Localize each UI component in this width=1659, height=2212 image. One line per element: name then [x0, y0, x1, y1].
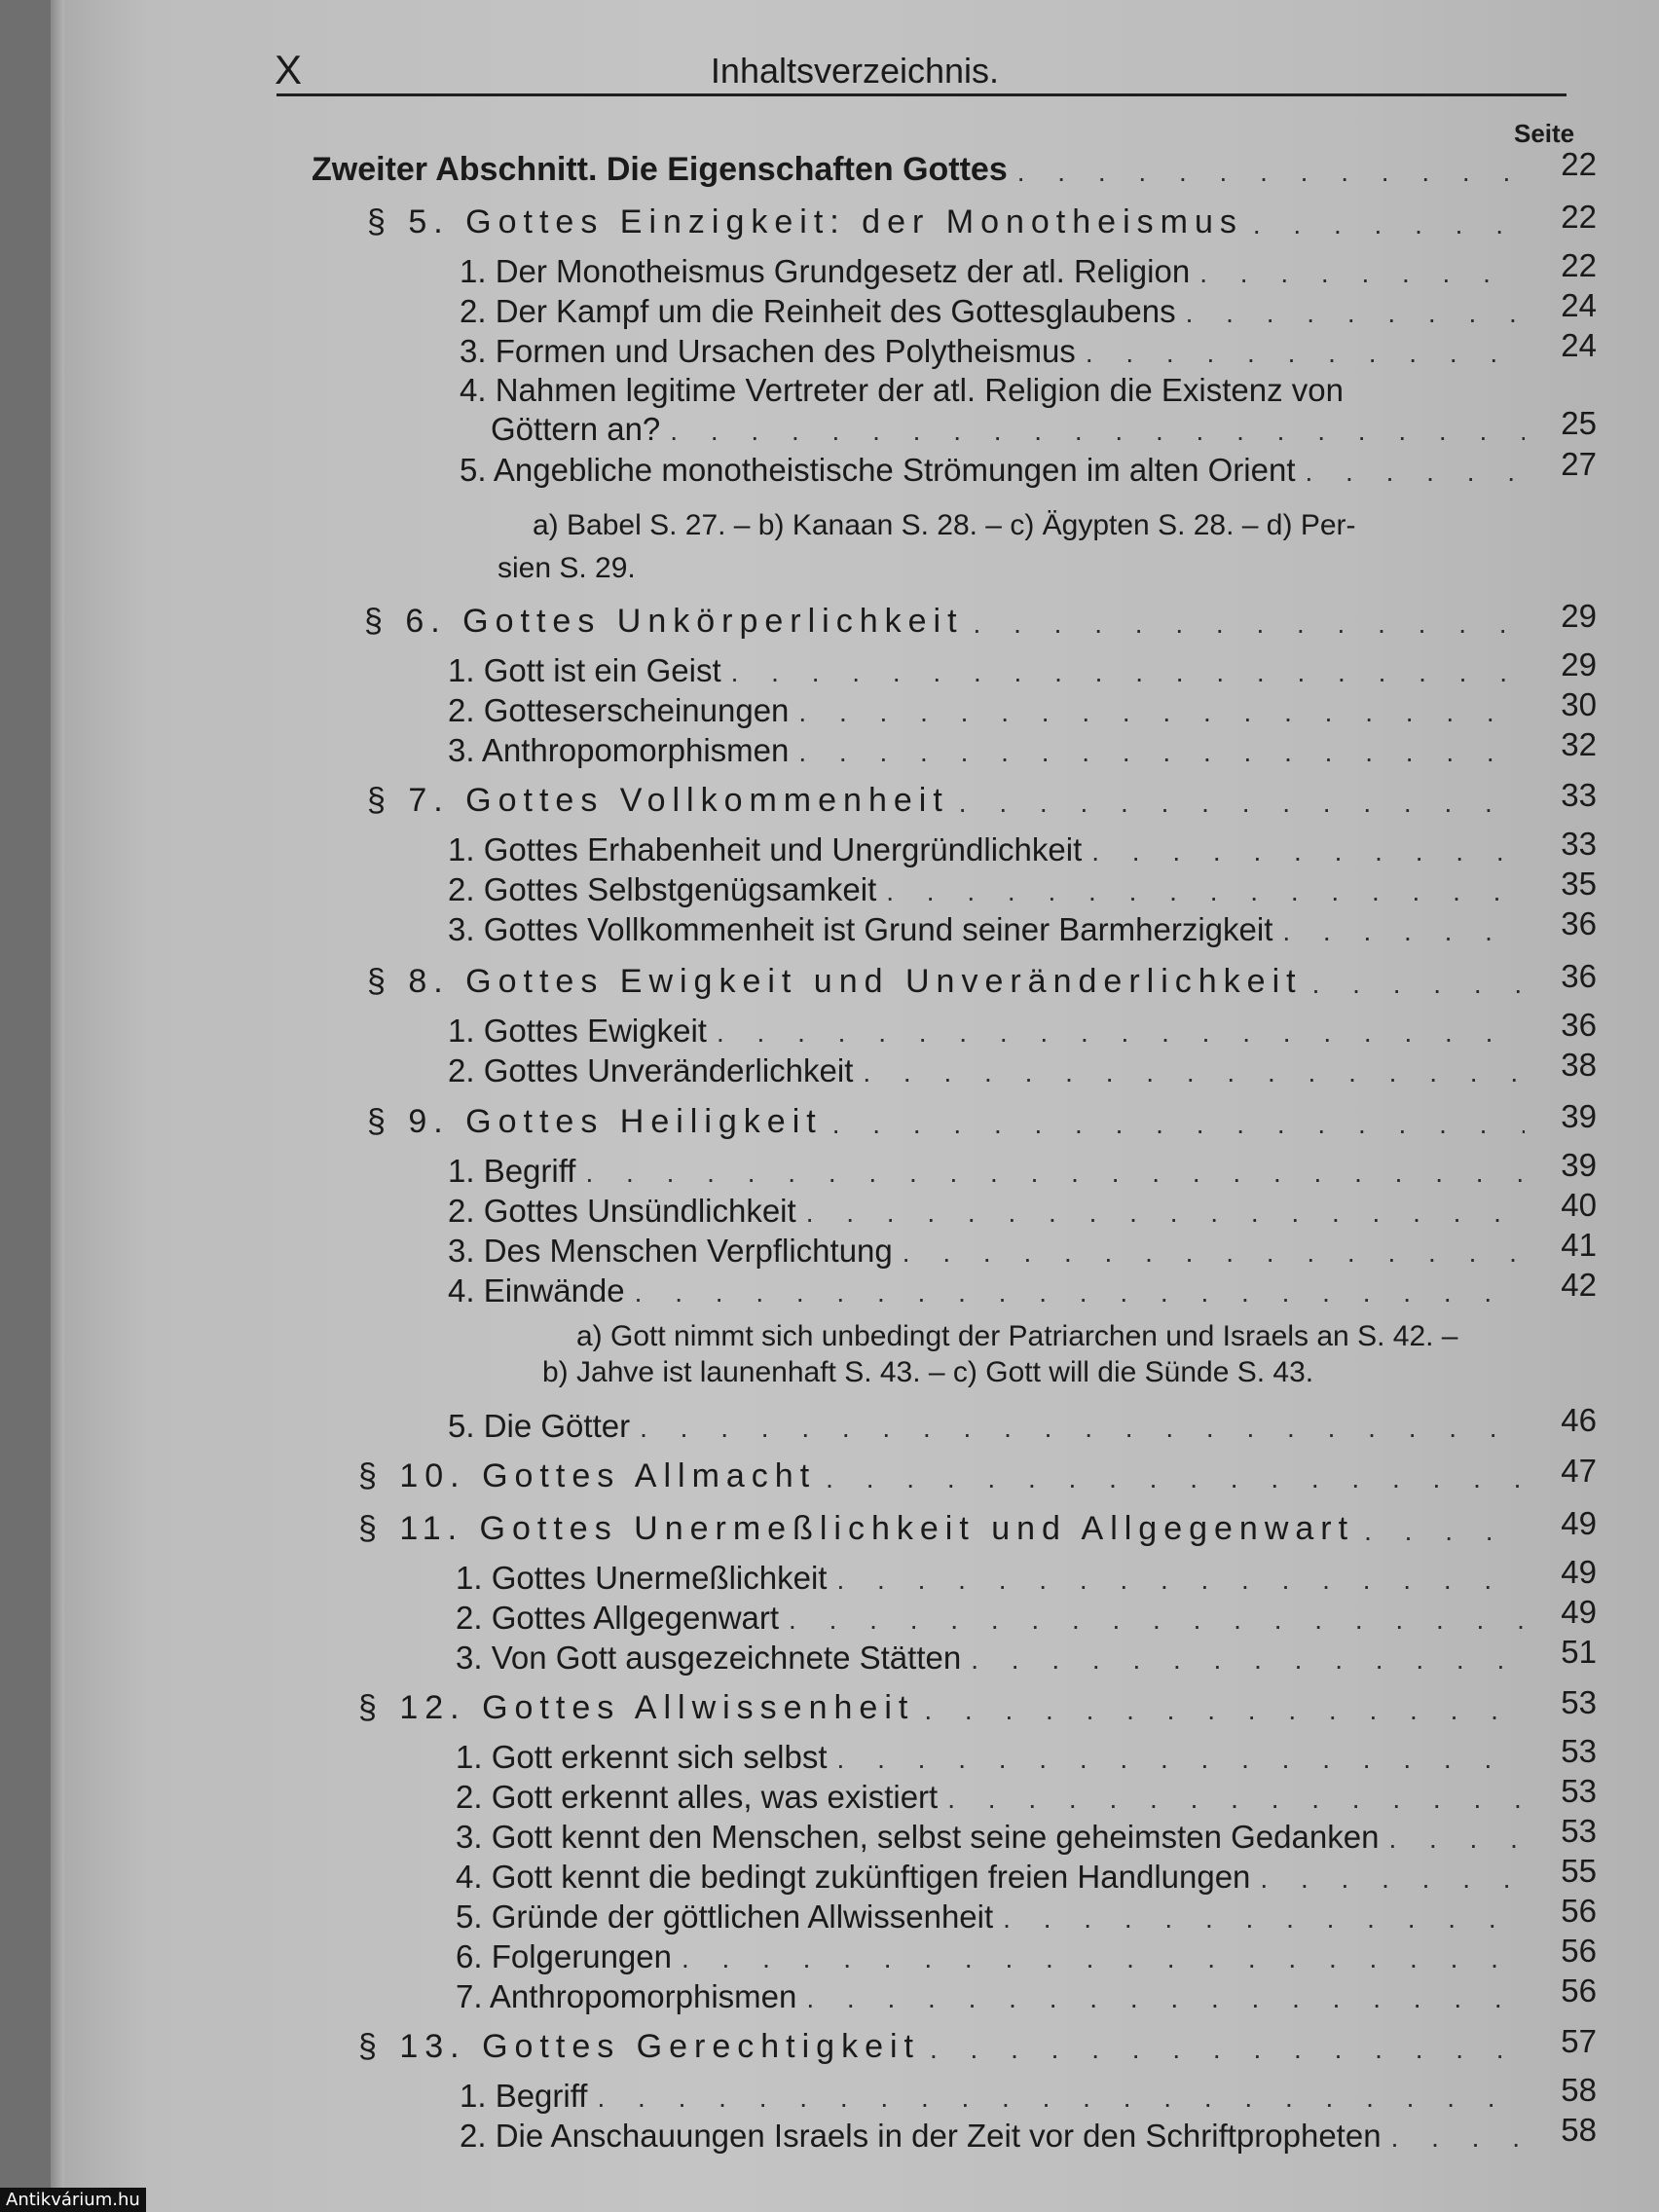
toc-label: 2. Gottes Allgegenwart [456, 1600, 780, 1636]
dot-leader [971, 1643, 1525, 1677]
page-column-heading: Seite [1514, 119, 1575, 148]
toc-item [456, 1594, 1597, 1637]
toc-item [448, 905, 1597, 948]
toc-item [448, 686, 1597, 729]
toc-item [460, 2072, 1597, 2115]
toc-item [460, 366, 1534, 409]
dot-leader [837, 1743, 1525, 1776]
dot-leader [798, 736, 1525, 769]
dot-leader [863, 1056, 1525, 1089]
toc-page: 30 [1561, 686, 1597, 722]
watermark: Antikvárium.hu [0, 2188, 146, 2212]
toc-page: 53 [1561, 1773, 1597, 1809]
toc-label: 4. Einwände [448, 1272, 625, 1309]
dot-leader [789, 1604, 1525, 1637]
toc-label: 5. Gründe der göttlichen Allwissenheit [456, 1899, 994, 1935]
dot-leader [836, 1564, 1525, 1597]
dot-leader [670, 415, 1525, 448]
toc-item [448, 726, 1597, 769]
toc-label: 2. Gotteserscheinungen [448, 692, 790, 728]
book-page [51, 0, 1659, 2212]
toc-page: 38 [1561, 1047, 1597, 1083]
dot-leader [1364, 1515, 1525, 1548]
toc-page: 29 [1561, 646, 1597, 682]
toc-page: 29 [1561, 598, 1597, 634]
toc-item [460, 2112, 1597, 2155]
toc-page: 33 [1561, 826, 1597, 862]
dot-leader [635, 1276, 1525, 1309]
toc-label: 1. Begriff [460, 2078, 588, 2114]
toc-label: 1. Gott ist ein Geist [448, 652, 721, 688]
dot-leader [1391, 2121, 1525, 2155]
toc-label: § 7. Gottes Vollkommenheit [367, 782, 949, 819]
toc-label: § 10. Gottes Allmacht [358, 1457, 817, 1494]
dot-leader [717, 1016, 1525, 1050]
page-title: Inhaltsverzeichnis. [710, 51, 1000, 91]
toc-label: 3. Anthropomorphismen [448, 732, 790, 768]
toc-page: 49 [1561, 1505, 1597, 1541]
toc-label: Göttern an? [491, 411, 661, 447]
toc-section [367, 1098, 1597, 1141]
toc-item [456, 1972, 1597, 2015]
dot-leader [806, 1197, 1525, 1230]
toc-item [448, 1402, 1597, 1445]
toc-section [367, 777, 1597, 820]
toc-item [448, 1147, 1597, 1190]
dot-leader [947, 1783, 1525, 1816]
toc-label: 6. Folgerungen [456, 1938, 672, 1974]
toc-item [456, 1733, 1597, 1776]
dot-leader [832, 1108, 1525, 1141]
toc-label: § 6. Gottes Unkörperlichkeit [364, 603, 964, 640]
dot-leader [1186, 297, 1525, 330]
toc-page: 49 [1561, 1594, 1597, 1630]
toc-item [460, 247, 1597, 290]
toc-label: § 8. Gottes Ewigkeit und Unveränderlichkeit [367, 963, 1303, 1000]
toc-page: 24 [1561, 327, 1597, 363]
toc-label: 3. Gott kennt den Menschen, selbst seine geheimsten Gedanken [456, 1819, 1380, 1855]
toc-page: 25 [1561, 405, 1597, 441]
toc-page: 56 [1561, 1972, 1597, 2009]
toc-label: 3. Gottes Vollkommenheit ist Grund seiner Barmherzigkeit [448, 911, 1273, 947]
dot-leader [1282, 915, 1525, 948]
toc-page: 53 [1561, 1813, 1597, 1849]
dot-leader [1091, 835, 1525, 868]
toc-page: 56 [1561, 1893, 1597, 1929]
dot-leader [731, 656, 1525, 689]
toc-part-heading [312, 146, 1597, 189]
toc-page: 53 [1561, 1684, 1597, 1720]
toc-label: 5. Angebliche monotheistische Strömungen im alten Orient [460, 452, 1296, 488]
dot-leader [1086, 337, 1525, 370]
toc-section [358, 1684, 1597, 1727]
toc-page: 56 [1561, 1933, 1597, 1969]
toc-section [358, 2023, 1597, 2066]
toc-label: 2. Die Anschauungen Israels in der Zeit vor den Schriftpropheten [460, 2118, 1382, 2154]
dot-leader [585, 1157, 1525, 1190]
toc-section [367, 958, 1597, 1001]
toc-item [448, 1187, 1597, 1230]
toc-section [358, 1505, 1597, 1548]
dot-leader [886, 875, 1525, 908]
toc-item [456, 1773, 1597, 1816]
toc-item [456, 1634, 1597, 1677]
toc-label: § 5. Gottes Einzigkeit: der Monotheismus [367, 203, 1243, 240]
toc-label: § 12. Gottes Allwissenheit [358, 1689, 915, 1726]
toc-item [456, 1554, 1597, 1597]
toc-label: 3. Von Gott ausgezeichnete Stätten [456, 1640, 962, 1676]
dot-leader [1199, 257, 1525, 290]
dot-leader [959, 787, 1525, 820]
toc-page: 22 [1561, 146, 1597, 182]
toc-page: 46 [1561, 1402, 1597, 1438]
toc-item [448, 826, 1597, 868]
toc-page: 36 [1561, 958, 1597, 994]
toc-label: § 11. Gottes Unermeßlichkeit und Allgegenwart [358, 1510, 1355, 1547]
toc-item-continuation [491, 405, 1597, 448]
toc-page: 39 [1561, 1098, 1597, 1134]
dot-leader [640, 1412, 1525, 1445]
toc-label: 2. Gott erkennt alles, was existiert [456, 1779, 939, 1815]
toc-label: § 9. Gottes Heiligkeit [367, 1103, 823, 1140]
toc-page: 40 [1561, 1187, 1597, 1223]
toc-item [448, 866, 1597, 908]
toc-page: 24 [1561, 287, 1597, 323]
toc-page: 22 [1561, 247, 1597, 283]
toc-label: 1. Gottes Ewigkeit [448, 1013, 707, 1049]
toc-label: 1. Gottes Unermeßlichkeit [456, 1560, 828, 1596]
toc-page: 57 [1561, 2023, 1597, 2059]
toc-page: 53 [1561, 1733, 1597, 1769]
toc-note: b) Jahve ist launenhaft S. 43. – c) Gott will die Sünde S. 43. [542, 1356, 1314, 1388]
toc-page: 33 [1561, 777, 1597, 813]
toc-label: 4. Nahmen legitime Vertreter der atl. Religion die Existenz von [460, 372, 1344, 408]
toc-page: 32 [1561, 726, 1597, 762]
toc-label: 1. Der Monotheismus Grundgesetz der atl. Religion [460, 253, 1191, 289]
toc-note: a) Gott nimmt sich unbedingt der Patriarchen und Israels an S. 42. – [576, 1320, 1458, 1352]
toc-label: Zweiter Abschnitt. Die Eigenschaften Gottes [312, 151, 1008, 188]
dot-leader [1003, 1902, 1525, 1936]
toc-page: 47 [1561, 1453, 1597, 1489]
toc-item [460, 327, 1597, 370]
toc-label: 3. Des Menschen Verpflichtung [448, 1233, 893, 1269]
toc-label: 2. Gottes Unsündlichkeit [448, 1193, 796, 1229]
dot-leader [1312, 968, 1525, 1001]
toc-page: 35 [1561, 866, 1597, 902]
toc-label: 1. Begriff [448, 1153, 576, 1189]
toc-page: 36 [1561, 1007, 1597, 1043]
toc-label: 7. Anthropomorphismen [456, 1978, 797, 2014]
dot-leader [682, 1942, 1525, 1975]
toc-item [456, 1893, 1597, 1936]
toc-section [367, 199, 1597, 241]
toc-note: sien S. 29. [498, 552, 636, 584]
toc-page: 55 [1561, 1853, 1597, 1889]
toc-page: 41 [1561, 1227, 1597, 1263]
toc-section [364, 598, 1597, 641]
toc-item [448, 1227, 1597, 1270]
dot-leader [597, 2082, 1525, 2115]
dot-leader [1388, 1823, 1525, 1856]
dot-leader [1305, 456, 1525, 489]
page-number-roman: X [275, 47, 303, 92]
toc-page: 27 [1561, 446, 1597, 482]
dot-leader [798, 696, 1525, 729]
toc-page: 39 [1561, 1147, 1597, 1183]
toc-item [448, 1267, 1597, 1309]
toc-page: 36 [1561, 905, 1597, 941]
toc-page: 58 [1561, 2112, 1597, 2148]
spine-shadow [51, 0, 64, 2212]
dot-leader [903, 1236, 1525, 1270]
toc-item [460, 287, 1597, 330]
dot-leader [1260, 1862, 1525, 1896]
dot-leader [930, 2033, 1525, 2066]
toc-note: a) Babel S. 27. – b) Kanaan S. 28. – c) Ägypten S. 28. – d) Per- [533, 509, 1356, 541]
toc-page: 42 [1561, 1267, 1597, 1303]
toc-item [448, 1007, 1597, 1050]
dot-leader [1017, 156, 1525, 189]
toc-page: 51 [1561, 1634, 1597, 1670]
dot-leader [826, 1462, 1525, 1495]
dot-leader [974, 608, 1525, 641]
toc-item [460, 446, 1597, 489]
dot-leader [806, 1982, 1525, 2015]
toc-label: § 13. Gottes Gerechtigkeit [358, 2028, 920, 2065]
toc-item [456, 1933, 1597, 1975]
toc-label: 3. Formen und Ursachen des Polytheismus [460, 333, 1076, 369]
toc-page: 49 [1561, 1554, 1597, 1590]
toc-label: 2. Gottes Selbstgenügsamkeit [448, 871, 877, 907]
toc-label: 2. Gottes Unveränderlichkeit [448, 1052, 854, 1088]
toc-label: 1. Gottes Erhabenheit und Unergründlichkeit [448, 831, 1083, 867]
toc-label: 5. Die Götter [448, 1408, 631, 1444]
header-rule [276, 93, 1567, 96]
dot-leader [1253, 208, 1525, 241]
toc-item [456, 1813, 1597, 1856]
toc-section [358, 1453, 1597, 1495]
toc-item [456, 1853, 1597, 1896]
toc-item [448, 1047, 1597, 1089]
toc-page: 58 [1561, 2072, 1597, 2108]
dot-leader [924, 1694, 1525, 1727]
toc-label: 4. Gott kennt die bedingt zukünftigen freien Handlungen [456, 1859, 1251, 1895]
toc-label: 2. Der Kampf um die Reinheit des Gottesglaubens [460, 293, 1176, 329]
toc-page: 22 [1561, 199, 1597, 235]
toc-item [448, 646, 1597, 689]
toc-label: 1. Gott erkennt sich selbst [456, 1739, 828, 1775]
